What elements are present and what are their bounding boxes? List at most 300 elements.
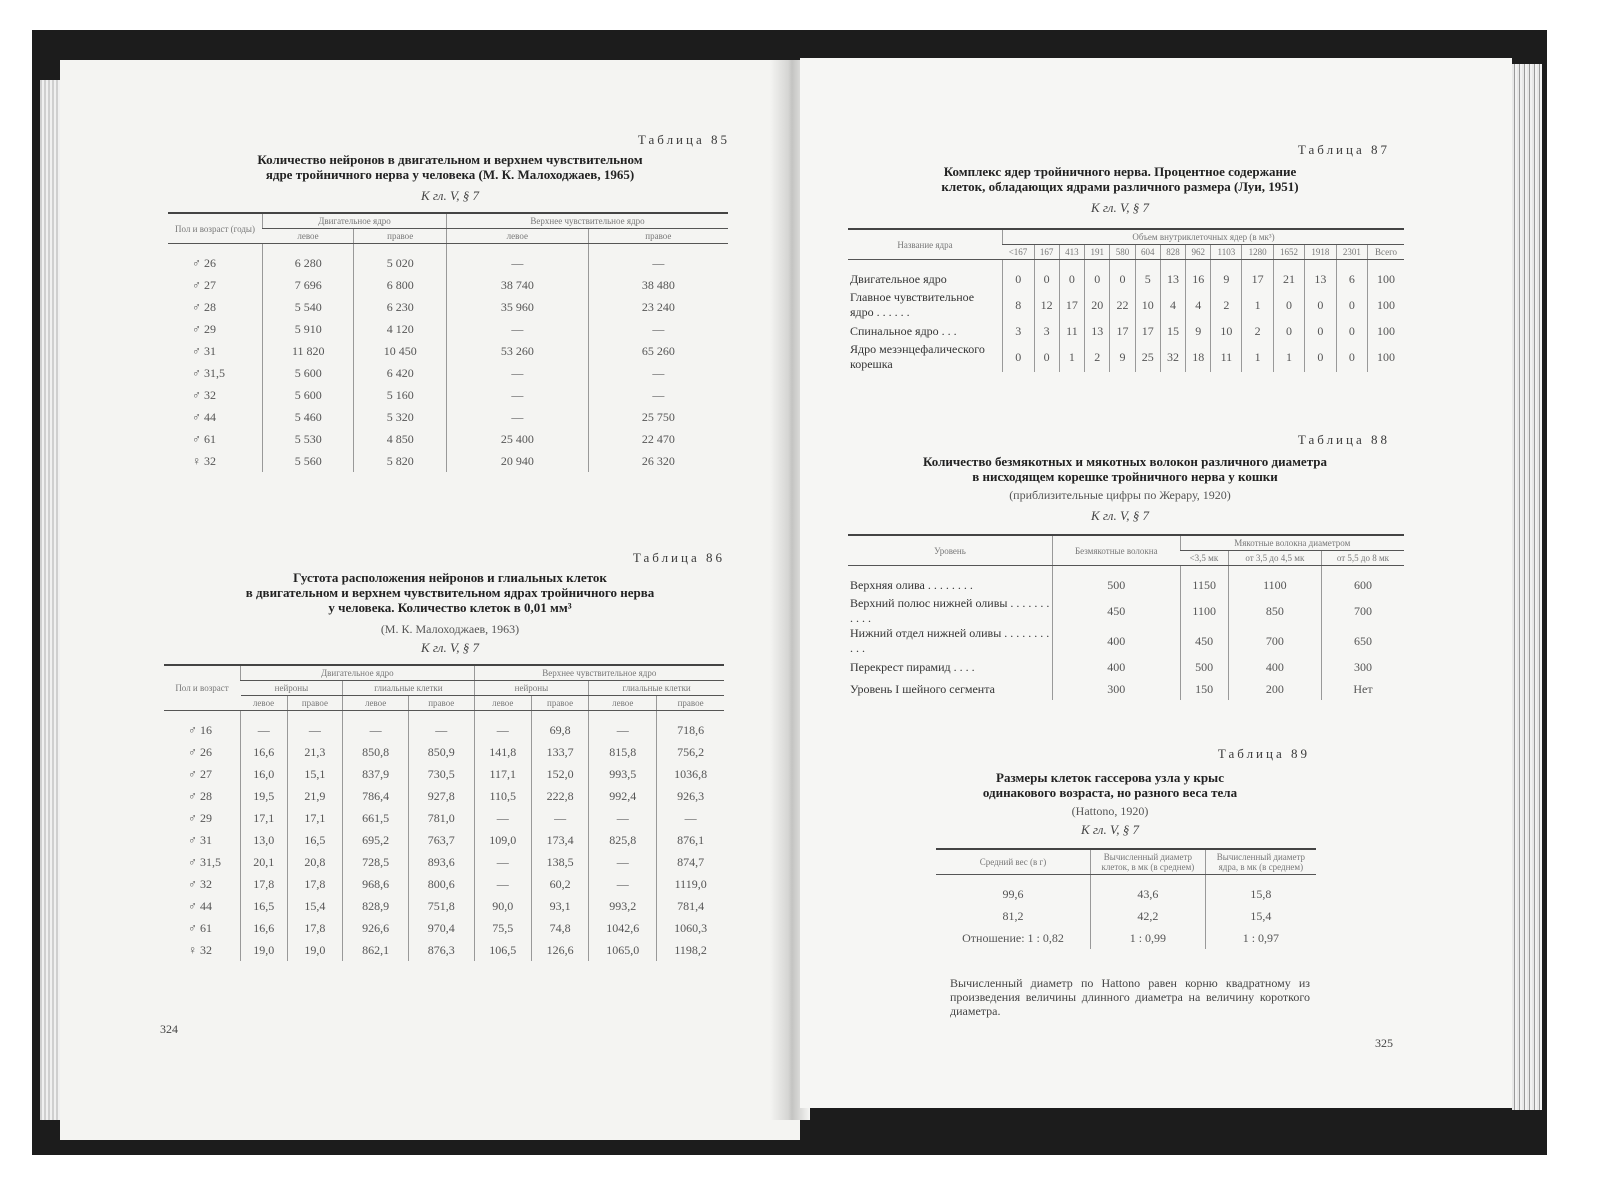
table87-header-volume: Объем внутриклеточных ядер (в мк³) xyxy=(1003,229,1405,245)
table-cell: — xyxy=(474,873,531,895)
table88-subtitle: К гл. V, § 7 xyxy=(1091,508,1149,523)
table-cell: 9 xyxy=(1186,320,1211,342)
table-cell: — xyxy=(589,807,657,829)
table88-row xyxy=(848,656,1404,678)
table-cell: 2 xyxy=(1085,342,1110,372)
table-cell: 5 600 xyxy=(263,384,354,406)
table-cell: 992,4 xyxy=(589,785,657,807)
table-cell: 10 xyxy=(1135,290,1160,320)
row-label-cell: ♂ 44 xyxy=(188,898,212,913)
table-cell: 5 xyxy=(1135,260,1160,291)
table-cell: — xyxy=(287,711,343,742)
row-label-cell: Двигательное ядро xyxy=(850,271,947,286)
table-cell: 22 470 xyxy=(588,428,728,450)
table-cell: 756,2 xyxy=(657,741,724,763)
table-cell: 751,8 xyxy=(408,895,474,917)
table-cell: 1 : 0,97 xyxy=(1205,927,1316,949)
table89-title-line: одинакового возраста, но разного веса тела xyxy=(982,785,1238,800)
table85-header-right: правое xyxy=(354,229,447,244)
table-cell: — xyxy=(588,362,728,384)
table-cell: 23 240 xyxy=(588,296,728,318)
table87-header-volume-col: 1918 xyxy=(1305,245,1336,260)
table86-header-left: левое xyxy=(474,696,531,711)
table86-source: (М. К. Малоходжаев, 1963) xyxy=(380,622,520,636)
table86-header-neurons: нейроны xyxy=(474,681,589,696)
table89-header-weight: Средний вес (в г) xyxy=(936,849,1091,875)
table-cell: 927,8 xyxy=(408,785,474,807)
table-cell: 6 800 xyxy=(354,274,447,296)
table-cell: — xyxy=(408,711,474,742)
table89-source: (Hattono, 1920) xyxy=(1071,804,1149,818)
table86-header-sensory: Верхнее чувствительное ядро xyxy=(474,665,724,681)
table-cell: 17,8 xyxy=(287,917,343,939)
table-cell: 1 xyxy=(1242,342,1273,372)
row-label-cell: ♂ 29 xyxy=(192,321,216,336)
table-cell: 400 xyxy=(1228,656,1321,678)
table-cell: 17,1 xyxy=(241,807,288,829)
table85-header-left: левое xyxy=(446,229,588,244)
table-cell: 500 xyxy=(1053,566,1181,597)
table-cell: 926,6 xyxy=(343,917,409,939)
table-cell: 13 xyxy=(1085,320,1110,342)
row-label-cell: 81,2 xyxy=(1002,908,1024,923)
table-cell: 876,3 xyxy=(408,939,474,961)
table86-header-glia: глиальные клетки xyxy=(589,681,724,696)
table-cell: 20 940 xyxy=(446,450,588,472)
table-cell: 75,5 xyxy=(474,917,531,939)
table-cell: 5 460 xyxy=(263,406,354,428)
row-label-cell: ♂ 28 xyxy=(192,299,216,314)
table-cell: 17 xyxy=(1110,320,1135,342)
table-cell: 16 xyxy=(1186,260,1211,291)
table87-label: Таблица 87 xyxy=(1297,142,1390,157)
table-cell: 8 xyxy=(1003,290,1035,320)
table-cell: 781,0 xyxy=(408,807,474,829)
row-label-cell: ♂ 31,5 xyxy=(188,854,221,869)
table88-title xyxy=(840,454,1410,484)
table86-header-right: правое xyxy=(531,696,588,711)
table-cell: 828,9 xyxy=(343,895,409,917)
table88-source: (приблизительные цифры по Жерару, 1920) xyxy=(1009,488,1231,502)
row-label-cell: ♀ 32 xyxy=(188,942,212,957)
table-cell: 21 xyxy=(1273,260,1304,291)
table-cell: 1 xyxy=(1242,290,1273,320)
table85-row xyxy=(168,296,728,318)
table87-header-volume-col: 2301 xyxy=(1336,245,1367,260)
table-cell: 6 420 xyxy=(354,362,447,384)
table-cell: 1119,0 xyxy=(657,873,724,895)
table-cell: 850,9 xyxy=(408,741,474,763)
table-cell: 4 120 xyxy=(354,318,447,340)
row-label-cell: Верхняя олива . . . . . . . . xyxy=(850,577,973,592)
table86-row xyxy=(164,829,724,851)
table-cell: — xyxy=(657,807,724,829)
row-label-cell: Нижний отдел нижней оливы . . . . . . . . . . . xyxy=(850,626,1050,655)
table86-row xyxy=(164,763,724,785)
table89-title-line: Размеры клеток гассерова узла у крыс xyxy=(996,770,1224,785)
table-cell: 3 xyxy=(1034,320,1059,342)
table-cell: 893,6 xyxy=(408,851,474,873)
row-label-cell: Уровень I шейного сегмента xyxy=(850,681,995,696)
table-cell: 837,9 xyxy=(343,763,409,785)
table-cell: 993,2 xyxy=(589,895,657,917)
table86-row xyxy=(164,873,724,895)
row-label-cell: ♂ 29 xyxy=(188,810,212,825)
table86-header-right: правое xyxy=(657,696,724,711)
table-cell: 0 xyxy=(1085,260,1110,291)
table-cell: 11 xyxy=(1211,342,1242,372)
table-cell: 400 xyxy=(1053,626,1181,656)
table-cell: 850,8 xyxy=(343,741,409,763)
table-cell: 926,3 xyxy=(657,785,724,807)
table-cell: 42,2 xyxy=(1091,905,1206,927)
table-cell: — xyxy=(474,711,531,742)
table87-row xyxy=(848,290,1404,320)
table89-row xyxy=(936,905,1316,927)
table-cell: 718,6 xyxy=(657,711,724,742)
table-cell: 6 xyxy=(1336,260,1367,291)
table-cell: 100 xyxy=(1368,342,1404,372)
table-cell: 16,5 xyxy=(241,895,288,917)
row-label-cell: ♂ 31,5 xyxy=(192,365,225,380)
page-number-right: 325 xyxy=(1375,1036,1393,1050)
table-cell: 12 xyxy=(1034,290,1059,320)
row-label-cell: 99,6 xyxy=(1002,886,1024,901)
table-cell: 21,3 xyxy=(287,741,343,763)
row-label-cell: ♂ 32 xyxy=(188,876,212,891)
row-label-cell: ♂ 26 xyxy=(192,255,216,270)
table85-row xyxy=(168,428,728,450)
table-cell: 5 530 xyxy=(263,428,354,450)
table88-header-diam2: от 3,5 до 4,5 мк xyxy=(1228,551,1321,566)
table-cell: 1100 xyxy=(1228,566,1321,597)
table-cell: 10 xyxy=(1211,320,1242,342)
table87-row xyxy=(848,320,1404,342)
table85-label: Таблица 85 xyxy=(637,132,730,147)
table86-header-neurons: нейроны xyxy=(241,681,343,696)
table-cell: 0 xyxy=(1305,290,1336,320)
table-cell: 0 xyxy=(1305,342,1336,372)
table-cell: 15 xyxy=(1160,320,1185,342)
table-cell: 4 850 xyxy=(354,428,447,450)
table87-corner-header: Название ядра xyxy=(848,229,1003,260)
table87-header-volume-col: 1280 xyxy=(1242,245,1273,260)
table-cell: 19,0 xyxy=(287,939,343,961)
table87-header-volume-col: 1652 xyxy=(1273,245,1304,260)
table-cell: 0 xyxy=(1034,342,1059,372)
table-cell: 109,0 xyxy=(474,829,531,851)
table-cell: 53 260 xyxy=(446,340,588,362)
table-cell: 21,9 xyxy=(287,785,343,807)
table-cell: 400 xyxy=(1053,656,1181,678)
table85-row xyxy=(168,244,728,275)
table89-label: Таблица 89 xyxy=(1217,746,1310,761)
table-cell: 25 xyxy=(1135,342,1160,372)
table-cell: 19,5 xyxy=(241,785,288,807)
table-cell: 300 xyxy=(1321,656,1404,678)
table-cell: 993,5 xyxy=(589,763,657,785)
table-cell: 661,5 xyxy=(343,807,409,829)
table89-note: Вычисленный диаметр по Hattono равен корню квадратному из произведения величины длинного диаметра на величину короткого диаметра. xyxy=(950,976,1310,1018)
table-cell: 16,6 xyxy=(241,917,288,939)
table85-header-sensory: Верхнее чувствительное ядро xyxy=(446,213,728,229)
row-label-cell: Верхний полюс нижней оливы . . . . . . . . . . . xyxy=(850,596,1050,625)
page-number-left: 324 xyxy=(160,1022,178,1036)
table-cell: 815,8 xyxy=(589,741,657,763)
table-cell: 700 xyxy=(1321,596,1404,626)
table-cell: 1 xyxy=(1059,342,1084,372)
table88-header-myelinated: Мякотные волокна диаметром xyxy=(1180,535,1404,551)
table-cell: 650 xyxy=(1321,626,1404,656)
table-cell: 93,1 xyxy=(531,895,588,917)
row-label-cell: ♂ 31 xyxy=(188,832,212,847)
table85-title xyxy=(160,152,740,182)
table-cell: 25 750 xyxy=(588,406,728,428)
table87-header-volume-col: 828 xyxy=(1160,245,1185,260)
table-cell: 450 xyxy=(1053,596,1181,626)
table-cell: 4 xyxy=(1186,290,1211,320)
table86-title xyxy=(160,570,740,615)
table-cell: — xyxy=(446,362,588,384)
table-cell: 5 320 xyxy=(354,406,447,428)
table87-header-volume-col: <167 xyxy=(1003,245,1035,260)
table88-header-unmyelinated: Безмякотные волокна xyxy=(1053,535,1181,566)
table-cell: 117,1 xyxy=(474,763,531,785)
table-cell: 173,4 xyxy=(531,829,588,851)
table89-grid xyxy=(936,848,1316,949)
table-cell: 728,5 xyxy=(343,851,409,873)
table85-row xyxy=(168,450,728,472)
table-cell: — xyxy=(588,318,728,340)
table-cell: 17 xyxy=(1059,290,1084,320)
table-cell: 11 820 xyxy=(263,340,354,362)
table-cell: 18 xyxy=(1186,342,1211,372)
table-cell: 968,6 xyxy=(343,873,409,895)
table85-title-line: Количество нейронов в двигательном и верхнем чувствительном xyxy=(257,152,643,167)
table86-row xyxy=(164,807,724,829)
table85-row xyxy=(168,318,728,340)
table-cell: 17,1 xyxy=(287,807,343,829)
table86-row xyxy=(164,895,724,917)
table-cell: 730,5 xyxy=(408,763,474,785)
table88-row xyxy=(848,678,1404,700)
table-cell: — xyxy=(474,807,531,829)
table-cell: Нет xyxy=(1321,678,1404,700)
table-cell: 862,1 xyxy=(343,939,409,961)
table85-header-right: правое xyxy=(588,229,728,244)
table-cell: 600 xyxy=(1321,566,1404,597)
table-cell: 0 xyxy=(1110,260,1135,291)
table87-row xyxy=(848,342,1404,372)
table-cell: — xyxy=(446,318,588,340)
table85 xyxy=(168,212,728,472)
table-cell: 825,8 xyxy=(589,829,657,851)
table-cell: 25 400 xyxy=(446,428,588,450)
table87-header-volume-col: 191 xyxy=(1085,245,1110,260)
table-cell: 1100 xyxy=(1180,596,1228,626)
table85-grid xyxy=(168,212,728,472)
table-cell: — xyxy=(531,807,588,829)
row-label-cell: ♂ 61 xyxy=(192,431,216,446)
table-cell: 200 xyxy=(1228,678,1321,700)
row-label-cell: ♂ 32 xyxy=(192,387,216,402)
table-cell: — xyxy=(589,711,657,742)
table-cell: 5 600 xyxy=(263,362,354,384)
table-cell: 43,6 xyxy=(1091,875,1206,906)
table-cell: — xyxy=(588,384,728,406)
table-cell: 17,8 xyxy=(241,873,288,895)
table89-row xyxy=(936,927,1316,949)
table-cell: 0 xyxy=(1273,320,1304,342)
table88-header-diam1: <3,5 мк xyxy=(1180,551,1228,566)
table86-row xyxy=(164,917,724,939)
table-cell: 35 960 xyxy=(446,296,588,318)
table-cell: 800,6 xyxy=(408,873,474,895)
table-cell: 19,0 xyxy=(241,939,288,961)
table-cell: 38 740 xyxy=(446,274,588,296)
row-label-cell: ♀ 32 xyxy=(192,453,216,468)
table85-row xyxy=(168,406,728,428)
table-cell: 17 xyxy=(1242,260,1273,291)
table87-header-volume-col: 413 xyxy=(1059,245,1084,260)
table-cell: 1 xyxy=(1273,342,1304,372)
table85-row xyxy=(168,274,728,296)
table-cell: 10 450 xyxy=(354,340,447,362)
table89 xyxy=(936,848,1316,949)
table-cell: 17,8 xyxy=(287,873,343,895)
table86-grid xyxy=(164,664,724,961)
table86-row xyxy=(164,939,724,961)
table86-title-line: у человека. Количество клеток в 0,01 мм³ xyxy=(328,600,572,615)
table-cell: 69,8 xyxy=(531,711,588,742)
left-page-edges xyxy=(40,80,62,1120)
table85-row xyxy=(168,384,728,406)
table-cell: — xyxy=(589,873,657,895)
table-cell: 16,5 xyxy=(287,829,343,851)
table-cell: 5 560 xyxy=(263,450,354,472)
table-cell: 874,7 xyxy=(657,851,724,873)
table-cell: 15,1 xyxy=(287,763,343,785)
table89-title xyxy=(910,770,1310,800)
table86-header-motor: Двигательное ядро xyxy=(241,665,475,681)
table87-title-line: Комплекс ядер тройничного нерва. Процентное содержание xyxy=(943,164,1297,179)
row-label-cell: ♂ 31 xyxy=(192,343,216,358)
table88-title-line: Количество безмякотных и мякотных волокон различного диаметра xyxy=(923,454,1327,469)
table-cell: 60,2 xyxy=(531,873,588,895)
table85-corner-header: Пол и возраст (годы) xyxy=(168,213,263,244)
table88-header-diam3: от 5,5 до 8 мк xyxy=(1321,551,1404,566)
table-cell: 110,5 xyxy=(474,785,531,807)
table-cell: 22 xyxy=(1110,290,1135,320)
row-label-cell: ♂ 27 xyxy=(188,766,212,781)
table86-row xyxy=(164,785,724,807)
right-page xyxy=(800,58,1512,1108)
table-cell: 5 820 xyxy=(354,450,447,472)
table85-subtitle: К гл. V, § 7 xyxy=(421,188,479,203)
table86-title-line: в двигательном и верхнем чувствительном ядрах тройничного нерва xyxy=(245,585,655,600)
row-label-cell: ♂ 28 xyxy=(188,788,212,803)
table88-row xyxy=(848,566,1404,597)
table88-grid xyxy=(848,534,1404,700)
row-label-cell: Перекрест пирамид . . . . xyxy=(850,659,975,674)
table-cell: 20 xyxy=(1085,290,1110,320)
table-cell: 38 480 xyxy=(588,274,728,296)
table-cell: 786,4 xyxy=(343,785,409,807)
table-cell: 5 160 xyxy=(354,384,447,406)
table-cell: 781,4 xyxy=(657,895,724,917)
table-cell: 850 xyxy=(1228,596,1321,626)
table86-corner-header: Пол и возраст xyxy=(164,665,241,711)
table-cell: 16,0 xyxy=(241,763,288,785)
table-cell: 65 260 xyxy=(588,340,728,362)
table-cell: 13 xyxy=(1305,260,1336,291)
table-cell: — xyxy=(446,384,588,406)
table-cell: 138,5 xyxy=(531,851,588,873)
table-cell: 700 xyxy=(1228,626,1321,656)
table-cell: 13,0 xyxy=(241,829,288,851)
table-cell: 695,2 xyxy=(343,829,409,851)
table88-row xyxy=(848,626,1404,656)
table-cell: 20,8 xyxy=(287,851,343,873)
table-cell: 11 xyxy=(1059,320,1084,342)
table-cell: 9 xyxy=(1211,260,1242,291)
table86-label: Таблица 86 xyxy=(632,550,725,565)
row-label-cell: ♂ 16 xyxy=(188,722,212,737)
table-cell: 26 320 xyxy=(588,450,728,472)
table-cell: 5 910 xyxy=(263,318,354,340)
table-cell: 74,8 xyxy=(531,917,588,939)
table-cell: 2 xyxy=(1242,320,1273,342)
table-cell: 500 xyxy=(1180,656,1228,678)
table-cell: 6 230 xyxy=(354,296,447,318)
table-cell: — xyxy=(446,406,588,428)
table-cell: 106,5 xyxy=(474,939,531,961)
table87-header-volume-col: 962 xyxy=(1186,245,1211,260)
table86-subtitle: К гл. V, § 7 xyxy=(421,640,479,655)
table-cell: 13 xyxy=(1160,260,1185,291)
table-cell: 15,4 xyxy=(287,895,343,917)
table-cell: 970,4 xyxy=(408,917,474,939)
table-cell: 0 xyxy=(1336,290,1367,320)
table-cell: 1060,3 xyxy=(657,917,724,939)
row-label-cell: Ядро мезэнцефалического корешка xyxy=(850,342,985,371)
table-cell: 1 : 0,99 xyxy=(1091,927,1206,949)
table88-label: Таблица 88 xyxy=(1297,432,1390,447)
row-label-cell: Отношение: 1 : 0,82 xyxy=(962,930,1064,945)
row-label-cell: Спинальное ядро . . . xyxy=(850,323,957,338)
table89-header-nucleus-diameter: Вычисленный диаметр ядра, в мк (в среднем) xyxy=(1205,849,1316,875)
table-cell: 222,8 xyxy=(531,785,588,807)
table85-header-left: левое xyxy=(263,229,354,244)
table-cell: 0 xyxy=(1336,342,1367,372)
table-cell: 7 696 xyxy=(263,274,354,296)
table-cell: 32 xyxy=(1160,342,1185,372)
table89-header-cell-diameter: Вычисленный диаметр клеток, в мк (в среднем) xyxy=(1091,849,1206,875)
table-cell: 100 xyxy=(1368,320,1404,342)
table-cell: — xyxy=(474,851,531,873)
table-cell: 1065,0 xyxy=(589,939,657,961)
table88-row xyxy=(848,596,1404,626)
table87-title xyxy=(840,164,1400,194)
table-cell: 0 xyxy=(1305,320,1336,342)
table87-header-volume-col: 167 xyxy=(1034,245,1059,260)
table-cell: 0 xyxy=(1336,320,1367,342)
table86-header-left: левое xyxy=(241,696,288,711)
table-cell: 300 xyxy=(1053,678,1181,700)
table-cell: 100 xyxy=(1368,260,1404,291)
table-cell: 1036,8 xyxy=(657,763,724,785)
table-cell: 4 xyxy=(1160,290,1185,320)
